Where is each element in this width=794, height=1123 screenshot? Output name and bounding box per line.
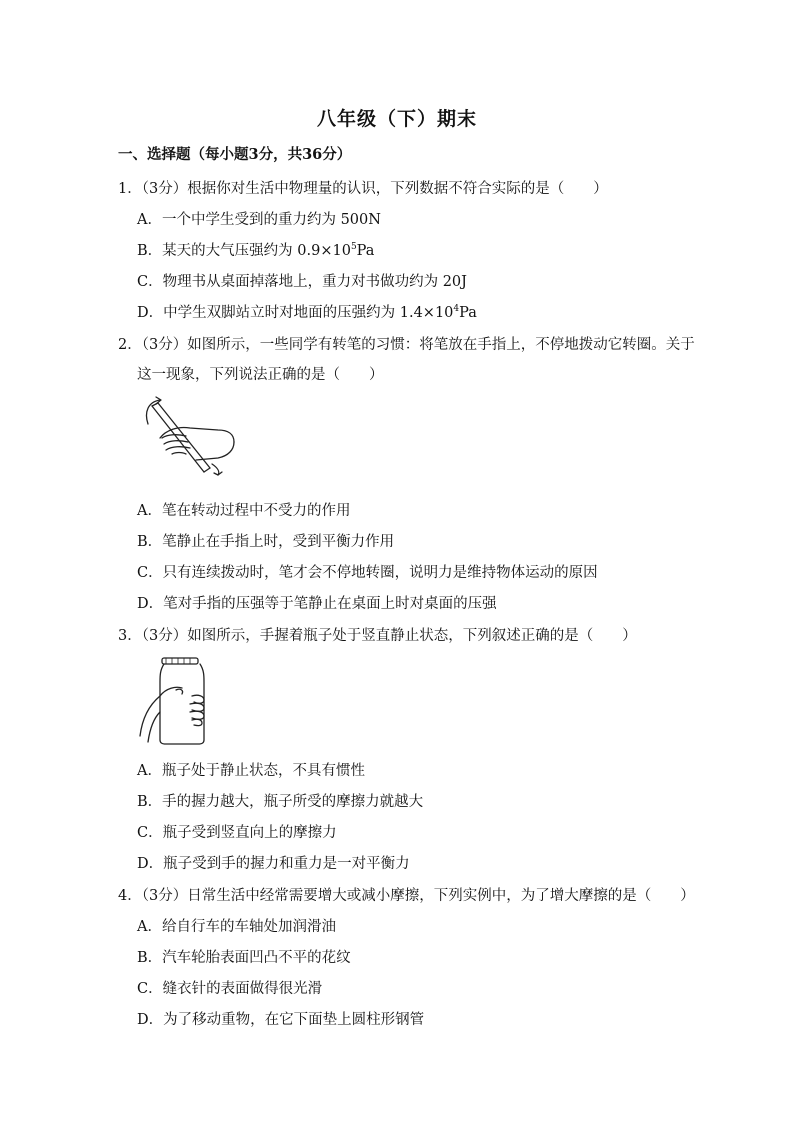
exponent: 4 xyxy=(453,304,460,314)
option-text: D．中学生双脚站立时对地面的压强约为 1.4×10 xyxy=(137,305,454,321)
question-4-stem: 4．（3分）日常生活中经常需要增大或减小摩擦，下列实例中，为了增大摩擦的是（ ） xyxy=(118,888,695,904)
question-3-option-d: D．瓶子受到手的握力和重力是一对平衡力 xyxy=(137,856,410,872)
unit: Pa xyxy=(356,243,375,259)
question-3-option-a: A．瓶子处于静止状态，不具有惯性 xyxy=(137,763,365,779)
page-title: 八年级（下）期末 xyxy=(316,108,477,130)
question-2-stem: 2．（3分）如图所示，一些同学有转笔的习惯：将笔放在手指上，不停地拨动它转圈。关于 xyxy=(118,337,695,353)
question-4-option-c: C．缝衣针的表面做得很光滑 xyxy=(137,981,323,997)
question-2-option-d: D．笔对手指的压强等于笔静止在桌面上时对桌面的压强 xyxy=(137,596,497,612)
question-2-option-c: C．只有连续拨动时，笔才会不停地转圈，说明力是维持物体运动的原因 xyxy=(137,565,598,581)
question-1-stem: 1．（3分）根据你对生活中物理量的认识，下列数据不符合实际的是（ ） xyxy=(118,181,608,197)
pen-spinning-figure xyxy=(138,394,244,476)
unit: Pa xyxy=(459,305,477,321)
question-2-stem-continued: 这一现象，下列说法正确的是（ ） xyxy=(137,367,384,383)
hand-holding-bottle-figure xyxy=(136,656,212,746)
question-4-option-d: D．为了移动重物，在它下面垫上圆柱形钢管 xyxy=(137,1012,425,1028)
question-3-stem: 3．（3分）如图所示，手握着瓶子处于竖直静止状态，下列叙述正确的是（ ） xyxy=(118,628,637,644)
option-text: B．某天的大气压强约为 0.9×10 xyxy=(137,243,351,259)
question-3-option-b: B．手的握力越大，瓶子所受的摩擦力就越大 xyxy=(137,794,424,810)
question-2-option-a: A．笔在转动过程中不受力的作用 xyxy=(137,503,351,519)
question-4-option-a: A．给自行车的车轴处加润滑油 xyxy=(137,919,336,935)
question-1-option-b xyxy=(137,239,374,260)
question-1-option-a: A．一个中学生受到的重力约为 500N xyxy=(137,212,381,228)
question-1-option-c: C．物理书从桌面掉落地上，重力对书做功约为 20J xyxy=(137,274,467,290)
question-1-option-d xyxy=(137,301,477,322)
question-3-option-c: C．瓶子受到竖直向上的摩擦力 xyxy=(137,825,337,841)
exponent: 5 xyxy=(350,242,357,252)
question-2-option-b: B．笔静止在手指上时，受到平衡力作用 xyxy=(137,534,395,550)
section-heading: 一、选择题（每小题3分，共36分） xyxy=(118,146,352,163)
question-4-option-b: B．汽车轮胎表面凹凸不平的花纹 xyxy=(137,950,351,966)
